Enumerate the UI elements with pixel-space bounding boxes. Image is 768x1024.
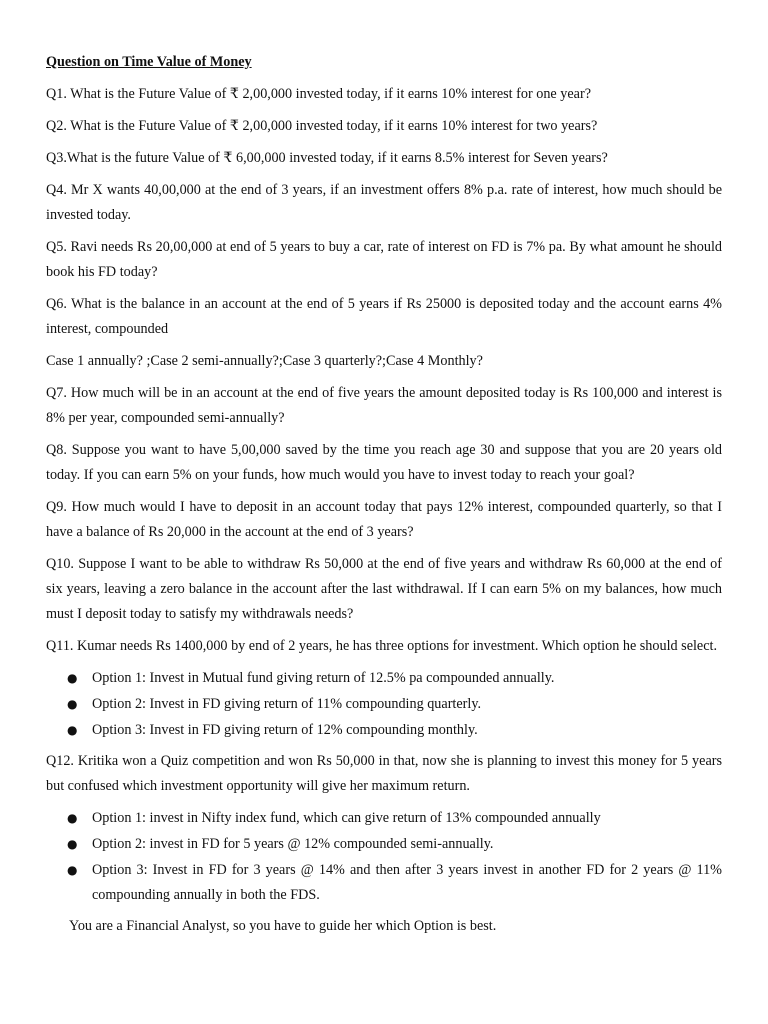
question-q4: Q4. Mr X wants 40,00,000 at the end of 3 years, if an investment offers 8% p.a. rate of interest, how much should be invested today. <box>46 182 722 223</box>
option-text: Option 3: Invest in FD for 3 years @ 14% and then after 3 years invest in another FD for 2 years @ 11% compounding annually in both the FDS. <box>92 862 722 903</box>
list-item <box>46 832 722 857</box>
bullet-icon: ● <box>67 723 78 737</box>
closing-instruction: You are a Financial Analyst, so you have to guide her which Option is best. <box>69 918 497 934</box>
list-item <box>46 666 722 691</box>
bullet-icon: ● <box>67 863 78 877</box>
question-q7: Q7. How much will be in an account at the end of five years the amount deposited today is Rs 100,000 and interest is 8% per year, compounded semi-annually? <box>46 385 722 426</box>
bullet-icon: ● <box>67 697 78 711</box>
list-item <box>46 858 722 908</box>
option-text: Option 2: invest in FD for 5 years @ 12% compounded semi-annually. <box>92 836 494 852</box>
question-q12: Q12. Kritika won a Quiz competition and won Rs 50,000 in that, now she is planning to invest this money for 5 years but confused which investment opportunity will give her maximum return. <box>46 753 722 794</box>
q12-option-list <box>46 806 722 908</box>
question-q10: Q10. Suppose I want to be able to withdraw Rs 50,000 at the end of five years and withdraw Rs 60,000 at the end of six years, leaving a zero balance in the account after the last withdrawal. If I can earn 5% on my balances, how much must I deposit today to satisfy my withdrawals needs? <box>46 556 722 622</box>
question-q3: Q3.What is the future Value of ₹ 6,00,000 invested today, if it earns 8.5% interest for Seven years? <box>46 150 608 166</box>
page-title: Question on Time Value of Money <box>46 54 252 70</box>
question-q6: Q6. What is the balance in an account at the end of 5 years if Rs 25000 is deposited today and the account earns 4% interest, compounded <box>46 296 722 337</box>
document-page <box>46 50 722 939</box>
bullet-icon: ● <box>67 811 78 825</box>
option-text: Option 1: invest in Nifty index fund, which can give return of 13% compounded annually <box>92 810 601 826</box>
option-text: Option 3: Invest in FD giving return of 12% compounding monthly. <box>92 722 478 738</box>
question-q2: Q2. What is the Future Value of ₹ 2,00,000 invested today, if it earns 10% interest for two years? <box>46 118 598 134</box>
bullet-icon: ● <box>67 837 78 851</box>
option-text: Option 2: Invest in FD giving return of 11% compounding quarterly. <box>92 696 482 712</box>
question-q5: Q5. Ravi needs Rs 20,00,000 at end of 5 years to buy a car, rate of interest on FD is 7% pa. By what amount he should book his FD today? <box>46 239 722 280</box>
q11-option-list <box>46 666 722 743</box>
list-item <box>46 718 722 743</box>
question-q6-cases: Case 1 annually? ;Case 2 semi-annually?;Case 3 quarterly?;Case 4 Monthly? <box>46 353 483 369</box>
question-q1: Q1. What is the Future Value of ₹ 2,00,000 invested today, if it earns 10% interest for one year? <box>46 86 591 102</box>
bullet-icon: ● <box>67 671 78 685</box>
option-text: Option 1: Invest in Mutual fund giving return of 12.5% pa compounded annually. <box>92 670 555 686</box>
question-q8: Q8. Suppose you want to have 5,00,000 saved by the time you reach age 30 and suppose that you are 20 years old today. If you can earn 5% on your funds, how much would you have to invest today to reach your goal? <box>46 442 722 483</box>
list-item <box>46 692 722 717</box>
list-item <box>46 806 722 831</box>
question-q9: Q9. How much would I have to deposit in an account today that pays 12% interest, compounded quarterly, so that I have a balance of Rs 20,000 in the account at the end of 3 years? <box>46 499 722 540</box>
question-q11: Q11. Kumar needs Rs 1400,000 by end of 2 years, he has three options for investment. Which option he should select. <box>46 638 718 654</box>
